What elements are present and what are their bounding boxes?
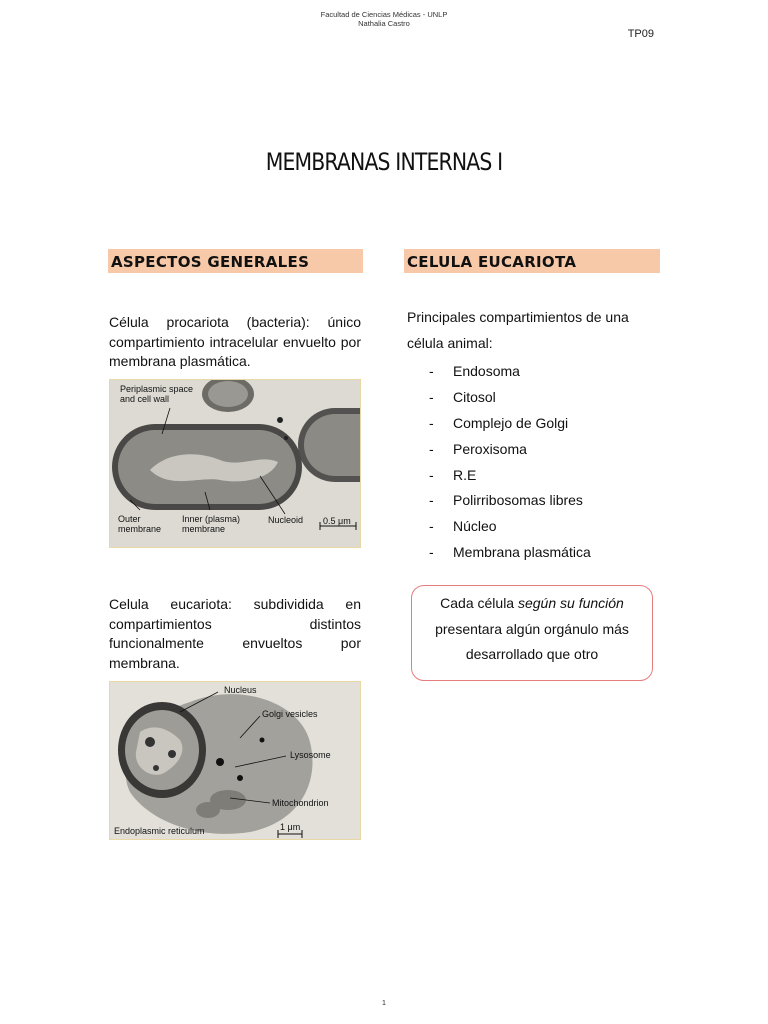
label-lysosome: Lysosome <box>290 750 331 760</box>
header-faculty: Facultad de Ciencias Médicas - UNLP <box>320 10 448 19</box>
label-scale-1: 0.5 μm <box>323 516 351 526</box>
page-header <box>0 10 768 28</box>
list-item-text: Membrana plasmática <box>453 544 591 561</box>
list-item-text: Endosoma <box>453 363 520 379</box>
list-item-text: Polirribosomas libres <box>453 492 583 509</box>
dash-bullet: - <box>429 466 434 483</box>
list-item <box>429 514 591 540</box>
label-mitochondrion: Mitochondrion <box>272 798 329 808</box>
list-item <box>429 540 591 566</box>
compartments-intro: Principales compartimientos de una célula animal: <box>407 309 629 351</box>
label-golgi: Golgi vesicles <box>262 709 318 719</box>
list-item <box>429 359 591 385</box>
page-title: MEMBRANAS INTERNAS I <box>265 148 503 176</box>
label-inner-2: membrane <box>182 524 226 534</box>
dash-bullet: - <box>429 440 434 457</box>
eukaryote-micrograph <box>109 681 361 840</box>
dash-bullet: - <box>429 492 434 509</box>
list-item <box>429 463 591 489</box>
page-number: 1 <box>381 998 387 1007</box>
list-item <box>429 437 591 463</box>
header-author: Nathalia Castro <box>358 19 410 28</box>
document-code: TP09 <box>627 28 654 40</box>
list-item <box>429 385 591 411</box>
label-scale-2: 1 μm <box>280 822 301 832</box>
function-callout <box>411 585 653 681</box>
section-heading-eukaryote: CELULA EUCARIOTA <box>404 249 660 273</box>
callout-post: presentara algún orgánulo más desarrollado que otro <box>435 620 629 662</box>
dash-bullet: - <box>429 414 434 431</box>
dash-bullet: - <box>429 363 434 379</box>
label-periplasmic-1: Periplasmic space <box>120 384 194 394</box>
prokaryote-paragraph: Célula procariota (bacteria): único compartimiento intracelular envuelto por membrana plasmática. <box>109 314 361 369</box>
label-er: Endoplasmic reticulum <box>114 826 205 836</box>
list-item-text: Núcleo <box>453 518 497 535</box>
compartments-list <box>429 359 591 566</box>
list-item-text: R.E <box>453 466 477 483</box>
prokaryote-micrograph <box>109 379 361 548</box>
list-item <box>429 488 591 514</box>
dash-bullet: - <box>429 544 434 561</box>
callout-emphasis: según su función <box>517 595 624 611</box>
list-item-text: Citosol <box>453 388 496 405</box>
label-outer-1: Outer <box>118 514 141 524</box>
label-periplasmic-2: and cell wall <box>120 394 170 404</box>
eukaryote-paragraph: Celula eucariota: subdividida en compartimientos distintos funcionalmente envueltos por membrana. <box>109 596 361 671</box>
label-outer-2: membrane <box>118 524 162 534</box>
cell-illustration <box>110 682 361 840</box>
list-item <box>429 411 591 437</box>
callout-pre: Cada célula <box>440 595 518 611</box>
dash-bullet: - <box>429 518 434 535</box>
label-nucleoid: Nucleoid <box>268 515 304 525</box>
dash-bullet: - <box>429 388 434 405</box>
list-item-text: Complejo de Golgi <box>453 414 569 431</box>
list-item-text: Peroxisoma <box>453 440 527 457</box>
label-inner-1: Inner (plasma) <box>182 514 241 524</box>
label-nucleus: Nucleus <box>224 685 257 695</box>
section-heading-general: ASPECTOS GENERALES <box>108 249 363 273</box>
